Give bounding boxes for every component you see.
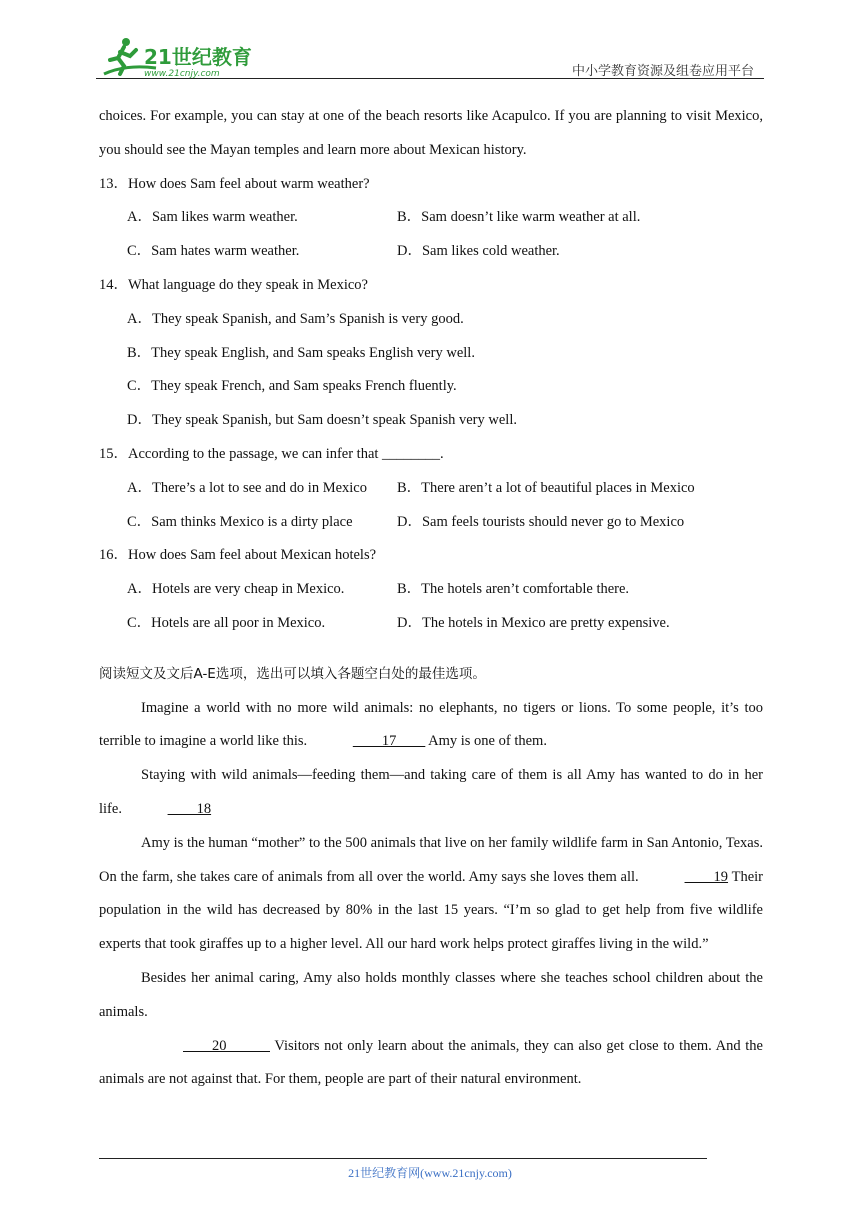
option-c: C．They speak French, and Sam speaks French fluently. [127,378,457,395]
blank-17: 17 [352,733,426,750]
paragraph-text: Amy is one of them. [428,733,547,750]
option-b: B．Sam doesn’t like warm weather at all. [397,209,641,226]
paragraph-3 [99,827,763,962]
footer-divider [99,1158,707,1159]
question-15 [99,438,763,539]
option-c: C．Sam hates warm weather. [127,243,300,260]
paragraph-text: Visitors not only learn about the animals, they can also get close to them. And the animals are not against that. For them, people are part of their natural environment. [99,1037,763,1088]
question-stem: 15．According to the passage, we can infer that ________. [99,445,444,462]
option-b: B．The hotels aren’t comfortable there. [397,581,630,598]
blank-18: 18 [167,800,212,817]
option-c: C．Sam thinks Mexico is a dirty place [127,513,353,530]
question-16 [99,539,763,640]
question-stem: 16．How does Sam feel about Mexican hotels? [99,547,377,564]
question-stem: 14．What language do they speak in Mexico? [99,276,368,293]
passage-end: choices. For example, you can stay at one of the beach resorts like Acapulco. If you are planning to visit Mexico, you should see the Mayan temples and learn more about Mexican history. [99,108,763,158]
option-d: D．Sam feels tourists should never go to Mexico [397,513,685,530]
option-b: B．There aren’t a lot of beautiful places in Mexico [397,479,695,496]
paragraph-4: Besides her animal caring, Amy also holds monthly classes where she teaches school children about the animals. [99,969,763,1020]
question-14 [99,269,763,438]
document-body [99,100,763,1097]
section-instruction: 阅读短文及文后A-E选项，选出可以填入各题空白处的最佳选项。 [99,665,486,682]
option-d: D．Sam likes cold weather. [397,243,560,260]
paragraph-text: Amy is the human “mother” to the 500 animals that live on her family wildlife farm in San Antonio, Texas. On the farm, she takes care of animals from all over the world. Amy says she loves them all. [99,834,763,885]
option-d: D．The hotels in Mexico are pretty expensive. [397,614,670,631]
paragraph-text: Imagine a world with no more wild animals: no elephants, no tigers or lions. To some people, it’s too terrible to imagine a world like this. [99,699,763,750]
option-b: B．They speak English, and Sam speaks English very well. [127,344,475,361]
question-13 [99,168,763,269]
footer-link[interactable]: 21世纪教育网(www.21cnjy.com) [348,1166,512,1180]
option-d: D．They speak Spanish, but Sam doesn’t speak Spanish very well. [127,412,517,429]
option-a: A．There’s a lot to see and do in Mexico [127,479,367,496]
site-logo [96,34,266,82]
blank-19: 19 [684,868,729,885]
blank-20: 20 [183,1037,270,1054]
paragraph-2 [99,759,763,827]
logo-url-text: www.21cnjy.com [144,69,220,79]
question-stem: 13．How does Sam feel about warm weather? [99,175,370,192]
header-divider [96,78,764,79]
header-platform-text: 中小学教育资源及组卷应用平台 [571,64,754,79]
paragraph-5 [99,1030,763,1098]
runner-logo-icon [96,34,266,82]
paragraph-text: Their population in the wild has decreased by 80% in the last 15 years. “I’m so glad to get help from five wildlife experts that took giraffes up to a higher level. All our hard work helps protect giraffes living in the wild.” [99,868,764,953]
option-a: A．Sam likes warm weather. [127,209,298,226]
option-a: A．Hotels are very cheap in Mexico. [127,581,345,598]
option-a: A．They speak Spanish, and Sam’s Spanish is very good. [127,310,464,327]
option-c: C．Hotels are all poor in Mexico. [127,614,326,631]
paragraph-text: Staying with wild animals—feeding them—and taking care of them is all Amy has wanted to do in her life. [99,767,763,817]
paragraph-1 [99,692,763,760]
logo-main-text: 21世纪教育 [144,45,252,69]
